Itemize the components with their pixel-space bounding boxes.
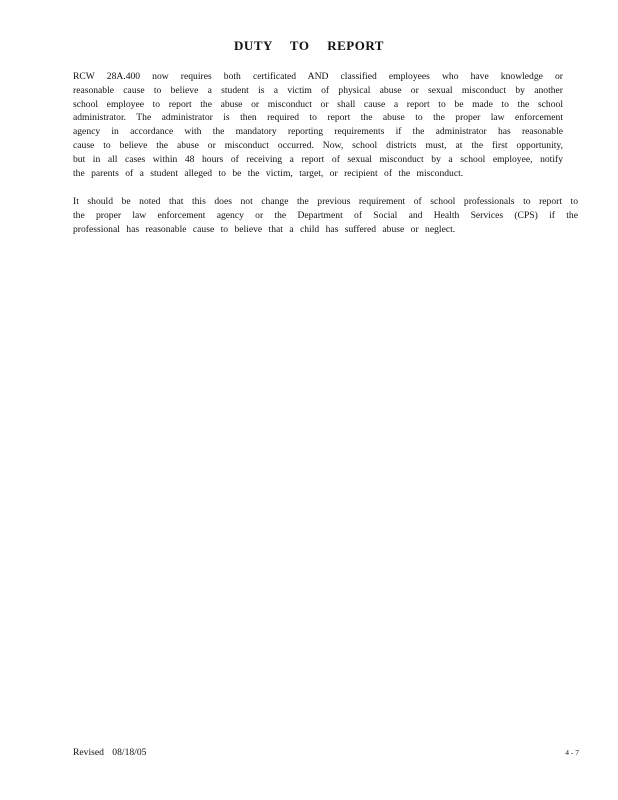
revised-date: Revised 08/18/05 [73,747,147,758]
paragraph-previous-requirement [73,195,578,236]
paragraph-line: the parents of a student alleged to be the victim, target, or recipient of the misconduct. [73,167,464,179]
paragraph-line: the proper law enforcement agency or the Department of Social and Health Services (CPS) if the [73,209,578,221]
paragraph-line: cause to believe the abuse or misconduct occurred. Now, school districts must, at the first opportunity, [73,139,563,151]
paragraph-line: It should be noted that this does not change the previous requirement of school professionals to report to [73,196,578,207]
paragraph-line: reasonable cause to believe a student is a victim of physical abuse or sexual misconduct by another [73,84,563,96]
paragraph-line: RCW 28A.400 now requires both certificated AND classified employees who have knowledge or [73,71,563,82]
paragraph-line: school employee to report the abuse or misconduct or shall cause a report to be made to the school [73,98,563,110]
paragraph-line: administrator. The administrator is then required to report the abuse to the proper law enforcement [73,112,563,124]
page-title: DUTY TO REPORT [234,38,384,53]
paragraph-line: professional has reasonable cause to believe that a child has suffered abuse or neglect. [73,223,456,235]
page-number: 4 - 7 [565,748,579,757]
paragraph-rcw-requirement [73,70,563,180]
paragraph-line: but in all cases within 48 hours of receiving a report of sexual misconduct by a school employee, notify [73,153,563,165]
paragraph-line: agency in accordance with the mandatory reporting requirements if the administrator has reasonable [73,126,563,138]
